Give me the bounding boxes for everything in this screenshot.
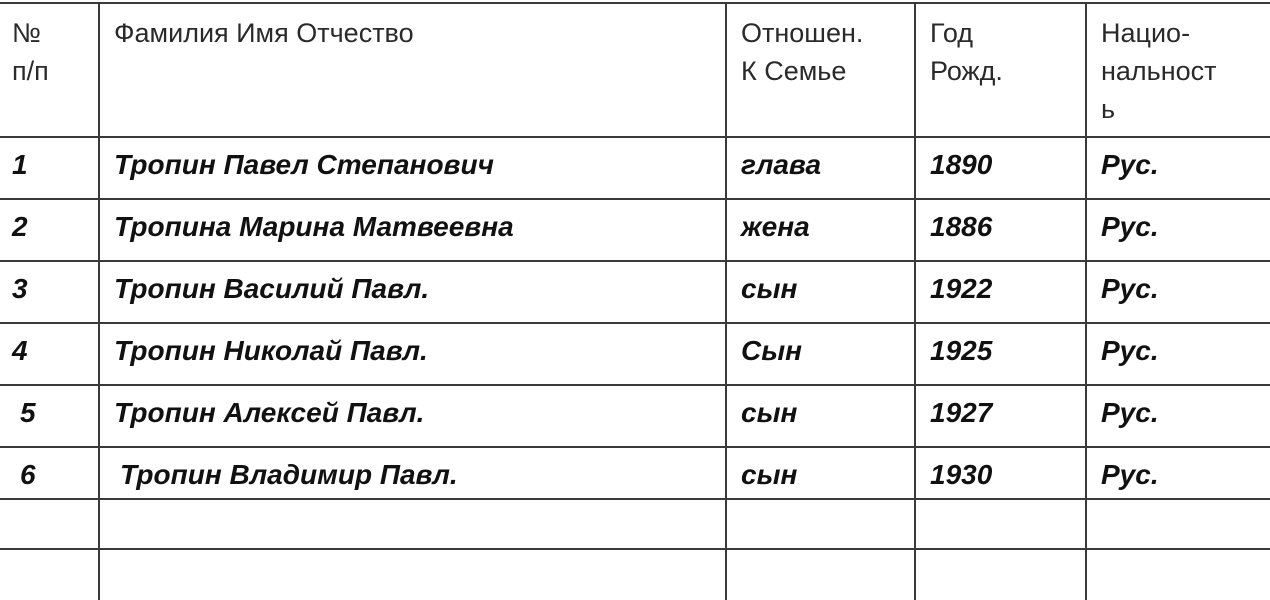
empty-table-row <box>0 499 1270 549</box>
empty-table-row <box>0 549 1270 600</box>
cell-number-text: 5 <box>20 397 36 428</box>
empty-cell <box>726 549 915 600</box>
cell-relation: сын <box>726 385 915 447</box>
cell-relation: глава <box>726 137 915 199</box>
empty-cell <box>1086 549 1270 600</box>
empty-cell <box>915 499 1086 549</box>
cell-birth-year: 1927 <box>915 385 1086 447</box>
empty-cell <box>0 549 99 600</box>
family-members-table <box>0 2 1270 600</box>
header-relation: Отношен. К Семье <box>726 3 915 137</box>
cell-birth-year: 1930 <box>915 447 1086 499</box>
header-full-name: Фамилия Имя Отчество <box>99 3 726 137</box>
cell-relation: жена <box>726 199 915 261</box>
cell-birth-year: 1886 <box>915 199 1086 261</box>
cell-nationality: Рус. <box>1086 137 1270 199</box>
cell-full-name: Тропина Марина Матвеевна <box>99 199 726 261</box>
empty-cell <box>0 499 99 549</box>
table-row <box>0 137 1270 199</box>
empty-cell <box>915 549 1086 600</box>
cell-number <box>0 447 99 499</box>
cell-full-name: Тропин Алексей Павл. <box>99 385 726 447</box>
cell-relation: сын <box>726 261 915 323</box>
cell-nationality: Рус. <box>1086 323 1270 385</box>
empty-cell <box>726 499 915 549</box>
cell-birth-year: 1922 <box>915 261 1086 323</box>
cell-birth-year: 1890 <box>915 137 1086 199</box>
cell-number <box>0 385 99 447</box>
header-birth-year: Год Рожд. <box>915 3 1086 137</box>
cell-full-name-text: Тропин Владимир Павл. <box>120 459 458 490</box>
empty-cell <box>1086 499 1270 549</box>
empty-cell <box>99 549 726 600</box>
cell-relation: сын <box>726 447 915 499</box>
table-row <box>0 261 1270 323</box>
cell-birth-year: 1925 <box>915 323 1086 385</box>
cell-number-text: 6 <box>20 459 36 490</box>
header-number: № п/п <box>0 3 99 137</box>
header-nationality: Нацио- нальност ь <box>1086 3 1270 137</box>
cell-full-name: Тропин Павел Степанович <box>99 137 726 199</box>
cell-relation: Сын <box>726 323 915 385</box>
cell-nationality: Рус. <box>1086 385 1270 447</box>
table-row <box>0 199 1270 261</box>
empty-cell <box>99 499 726 549</box>
cell-number: 2 <box>0 199 99 261</box>
table-row <box>0 385 1270 447</box>
cell-number: 4 <box>0 323 99 385</box>
cell-full-name: Тропин Василий Павл. <box>99 261 726 323</box>
cell-number: 3 <box>0 261 99 323</box>
table-row <box>0 323 1270 385</box>
table-row <box>0 447 1270 499</box>
cell-nationality: Рус. <box>1086 261 1270 323</box>
cell-nationality: Рус. <box>1086 199 1270 261</box>
cell-full-name <box>99 447 726 499</box>
cell-full-name: Тропин Николай Павл. <box>99 323 726 385</box>
cell-number: 1 <box>0 137 99 199</box>
table-header-row <box>0 3 1270 137</box>
cell-nationality: Рус. <box>1086 447 1270 499</box>
